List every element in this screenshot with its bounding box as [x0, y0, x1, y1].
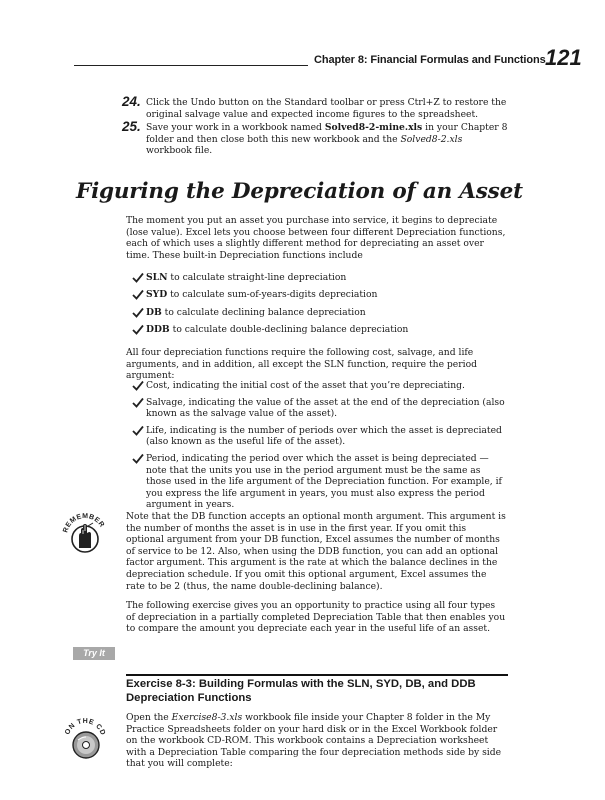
check-mark-icon [132, 324, 144, 335]
remember-icon [58, 506, 112, 560]
step-number: 25. [122, 119, 141, 134]
header-rule [74, 65, 308, 66]
function-list [130, 272, 510, 341]
step-text: Save your work in a workbook named Solved8-2-mine.xls in your Chapter 8 folder and then close both this new workbook and the Solved8-2.xls workbook file. [146, 122, 508, 157]
list-item: Life, indicating is the number of periods over which the asset is depreciated (also known as the useful life of the asset). [130, 425, 508, 448]
remember-label: REMEMBER [62, 512, 106, 534]
filename-bold: Solved8-2-mine.xls [324, 122, 423, 133]
remember-note: Note that the DB function accepts an optional month argument. This argument is the number of months the asset is in use in the first year. If you omit this optional argument from your DB function, Excel assumes the number of months of service to be 12. Also, when using the DDB function, you can add an optional factor argument. This argument is the rate at which the balance declines in the depreciation schedule. If you omit this optional argument, Excel assumes the rate to be 2 (thus, the name double-declining balance). [126, 511, 506, 592]
exercise-text: Open the Exercise8-3.xls workbook file inside your Chapter 8 folder in the My Practice Spreadsheets folder on your hard disk or in the Excel Workbook folder on the workbook CD-ROM. This workbook contains a Depreciation worksheet with a Depreciation Table comparing the four depreciation methods side by side that you will complete: [126, 712, 502, 770]
intro-paragraph: The moment you put an asset you purchase into service, it begins to depreciate (lose value). Excel lets you choose between four different Depreciation functions, each of which uses a slightly different method for depreciating an asset over time. These built-in Depreciation functions include [126, 215, 506, 261]
check-mark-icon [132, 380, 144, 391]
cd-label: ON THE CD [64, 717, 107, 737]
exercise-title: Exercise 8-3: Building Formulas with the SLN, SYD, DB, and DDB Depreciation Functions [126, 678, 476, 704]
list-item: Cost, indicating the initial cost of the asset that you’re depreciating. [130, 380, 508, 392]
exercise-intro: The following exercise gives you an opportunity to practice using all four types of depreciation in a partially completed Depreciation Table that then enables you to compare the amount you depreciate each year in the useful life of an asset. [126, 600, 506, 635]
exercise-rule [126, 674, 508, 676]
step-text: Click the Undo button on the Standard toolbar or press Ctrl+Z to restore the original salvage value and expected income figures to the spreadsheet. [146, 97, 507, 120]
list-item: Salvage, indicating the value of the asset at the end of the depreciation (also known as the salvage value of the asset). [130, 397, 508, 420]
list-item: SYD to calculate sum-of-years-digits depreciation [130, 289, 510, 301]
cd-icon [58, 710, 112, 764]
filename-italic: Exercise8-3.xls [171, 712, 243, 723]
check-mark-icon [132, 425, 144, 436]
check-mark-icon [132, 307, 144, 318]
check-mark-icon [132, 289, 144, 300]
arguments-intro: All four depreciation functions require the following cost, salvage, and life arguments, and in addition, all except the SLN function, require the period argument: [126, 347, 477, 382]
list-item: DB to calculate declining balance depreciation [130, 307, 510, 319]
list-item: Period, indicating the period over which the asset is being depreciated — note that the units you use in the period argument must be the same as those used in the life argument of the Depreciation function. For example, if you express the life argument in years, you must also express the period argument in years. [130, 453, 508, 511]
section-heading: Figuring the Depreciation of an Asset [76, 179, 523, 204]
check-mark-icon [132, 397, 144, 408]
step-number: 24. [122, 94, 141, 109]
arguments-list [130, 380, 508, 516]
list-item: DDB to calculate double-declining balance depreciation [130, 324, 510, 336]
running-header-chapter: Chapter 8: Financial Formulas and Functions [314, 54, 546, 66]
check-mark-icon [132, 272, 144, 283]
page-number: 121 [545, 45, 582, 70]
list-item: SLN to calculate straight-line depreciation [130, 272, 510, 284]
filename-italic: Solved8-2.xls [400, 133, 463, 145]
try-it-badge: Try It [73, 647, 115, 660]
check-mark-icon [132, 453, 144, 464]
